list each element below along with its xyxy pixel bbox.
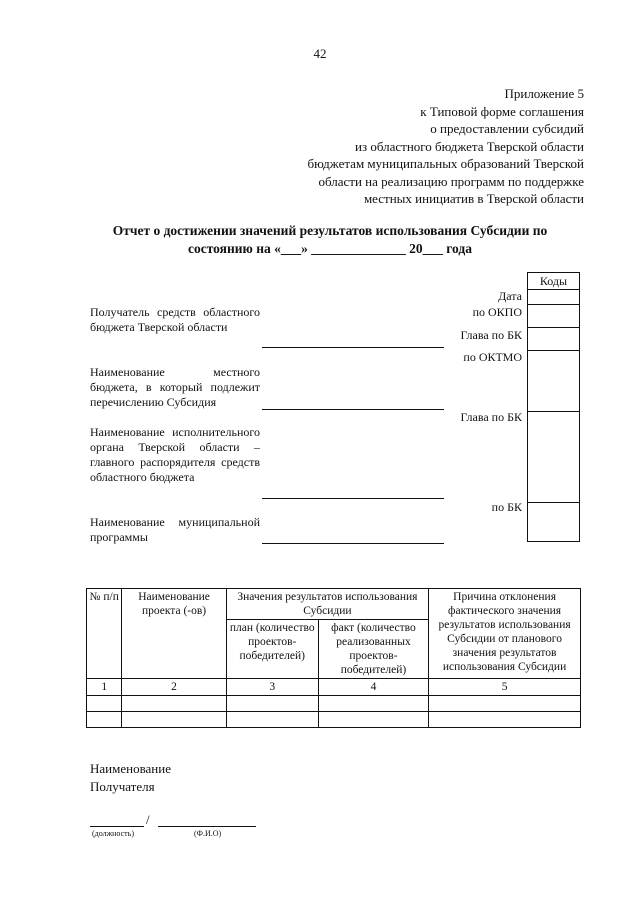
appendix-line: местных инициатив в Тверской области (363, 191, 584, 206)
col-num-header: № п/п (87, 589, 122, 679)
table-cell[interactable] (429, 696, 581, 712)
table-cell[interactable] (122, 712, 226, 728)
code-bk-cell[interactable] (528, 503, 579, 547)
col-fact-header: факт (количество реализованных проектов-победителей) (318, 620, 428, 679)
col-project-header: Наименование проекта (-ов) (122, 589, 226, 679)
recipient-name-line1: Наименование (90, 761, 171, 776)
code-okpo-cell[interactable] (528, 305, 579, 328)
okpo-label: по ОКПО (472, 305, 522, 319)
executive-label: Наименование исполнительного органа Тверской области – главного распорядителя средств областного бюджета (90, 425, 260, 484)
program-label: Наименование муниципальной программы (90, 515, 260, 544)
code-glava-bk-cell[interactable] (528, 412, 579, 503)
report-title-line1: Отчет о достижении значений результатов использования Субсидии по (112, 223, 548, 238)
executive-field[interactable] (262, 498, 444, 499)
table-numbers-row (87, 679, 581, 696)
recipient-label: Получатель средств областного бюджета Тверской области (90, 305, 260, 334)
signature-slash: / (146, 812, 150, 827)
table-cell[interactable] (87, 696, 122, 712)
appendix-line: Приложение 5 (504, 86, 584, 101)
report-title-line2: состоянию на «___» ______________ 20___ года (188, 241, 472, 256)
recipient-field[interactable] (262, 347, 444, 348)
table-row (87, 696, 581, 712)
code-oktmo-cell[interactable] (528, 351, 579, 412)
results-table (86, 588, 581, 728)
appendix-line: области на реализацию программ по поддержке (318, 173, 584, 189)
position-caption: (должность) (92, 829, 134, 838)
glava-bk-label: Глава по БК (460, 410, 522, 424)
table-cell[interactable] (122, 696, 226, 712)
appendix-line: бюджетам муниципальных образований Тверской (307, 156, 584, 171)
appendix-line: о предоставлении субсидий (430, 121, 584, 136)
col-number: 1 (87, 679, 122, 696)
recipient-name-block (90, 760, 171, 796)
table-cell[interactable] (226, 696, 318, 712)
report-title (60, 222, 600, 258)
col-number: 3 (226, 679, 318, 696)
budget-label: Наименование местного бюджета, в который подлежит перечислению Субсидия (90, 365, 260, 409)
po-bk-label: по БК (491, 500, 522, 514)
codes-header: Коды (528, 273, 579, 290)
fio-caption: (Ф.И.О) (194, 829, 222, 838)
table-header-row (87, 589, 581, 620)
table-row (87, 712, 581, 728)
col-number: 5 (429, 679, 581, 696)
fio-signature-line[interactable] (158, 826, 256, 827)
col-number: 4 (318, 679, 428, 696)
table-cell[interactable] (87, 712, 122, 728)
program-field[interactable] (262, 543, 444, 544)
table-cell[interactable] (226, 712, 318, 728)
glava-bk-label: Глава по БК (460, 328, 522, 342)
table-cell[interactable] (318, 696, 428, 712)
appendix-line: к Типовой форме соглашения (420, 103, 584, 119)
date-label: Дата (498, 289, 522, 303)
oktmo-label: по ОКТМО (463, 350, 522, 364)
position-signature-line[interactable] (90, 826, 144, 827)
col-plan-header: план (количество проектов-победителей) (226, 620, 318, 679)
appendix-header (184, 85, 584, 208)
appendix-line: из областного бюджета Тверской области (355, 138, 584, 154)
recipient-name-line2: Получателя (90, 779, 155, 794)
col-values-header: Значения результатов использования Субсидии (226, 589, 428, 620)
col-reason-header: Причина отклонения фактического значения результатов использования Субсидии от планового значения результатов использования Субсидии (429, 589, 581, 679)
page-number: 42 (313, 46, 327, 61)
col-number: 2 (122, 679, 226, 696)
table-cell[interactable] (429, 712, 581, 728)
codes-box (527, 272, 580, 542)
code-glava-bk-cell[interactable] (528, 328, 579, 351)
table-cell[interactable] (318, 712, 428, 728)
code-date-cell[interactable] (528, 290, 579, 305)
